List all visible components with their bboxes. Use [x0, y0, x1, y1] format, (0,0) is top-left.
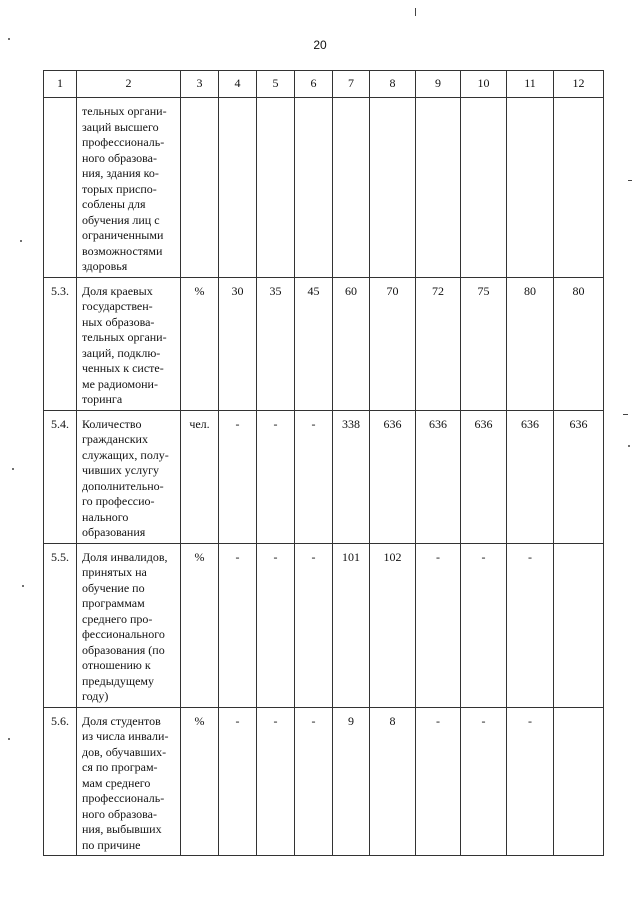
- header-cell: 7: [333, 71, 370, 98]
- value-cell: [554, 707, 604, 856]
- table-row: [44, 277, 604, 410]
- header-cell: 5: [257, 71, 295, 98]
- value-cell: [257, 98, 295, 278]
- indicator-name-line: Количество: [82, 416, 142, 431]
- row-number: [44, 98, 77, 278]
- value-cell: [333, 98, 370, 278]
- indicator-name-line: заций, подклю-: [82, 345, 161, 360]
- indicator-name-line: ния, здания ко-: [82, 166, 159, 180]
- unit-cell: %: [181, 707, 219, 856]
- value-cell: 102: [370, 543, 416, 707]
- value-cell: [219, 98, 257, 278]
- value-cell: -: [257, 410, 295, 543]
- value-cell: -: [295, 707, 333, 856]
- value-cell: 75: [461, 277, 507, 410]
- value-cell: -: [295, 543, 333, 707]
- header-cell: 2: [77, 71, 181, 98]
- indicator-name-line: обучение по: [82, 580, 145, 595]
- header-cell: 8: [370, 71, 416, 98]
- value-cell: 636: [370, 410, 416, 543]
- indicator-name-line: предыдущему: [82, 673, 155, 688]
- scan-speck: [623, 414, 628, 415]
- indicator-name-line: тельных органи-: [82, 330, 167, 344]
- row-number: 5.4.: [44, 410, 77, 543]
- value-cell: 636: [507, 410, 554, 543]
- indicator-name-line: принятых на: [82, 565, 147, 579]
- indicators-table: [43, 70, 604, 856]
- indicator-name-line: образования: [82, 525, 146, 539]
- indicator-name-line: образования (по: [82, 642, 165, 657]
- indicator-name-line: государствен-: [82, 299, 153, 313]
- indicator-name-line: Доля краевых: [82, 283, 153, 298]
- header-cell: 11: [507, 71, 554, 98]
- indicator-name-line: служащих, полу-: [82, 447, 169, 462]
- header-cell: 10: [461, 71, 507, 98]
- header-row: [44, 71, 604, 98]
- indicator-name: [77, 98, 181, 278]
- value-cell: [295, 98, 333, 278]
- value-cell: -: [219, 410, 257, 543]
- indicator-name-line: ограниченными: [82, 228, 164, 242]
- scan-speck: [20, 240, 22, 242]
- table-row: [44, 543, 604, 707]
- value-cell: 30: [219, 277, 257, 410]
- indicator-name: [77, 543, 181, 707]
- value-cell: 72: [416, 277, 461, 410]
- value-cell: -: [416, 543, 461, 707]
- table-body: [44, 98, 604, 856]
- value-cell: [461, 98, 507, 278]
- value-cell: -: [507, 707, 554, 856]
- value-cell: -: [461, 543, 507, 707]
- value-cell: -: [257, 543, 295, 707]
- scan-speck: [12, 468, 14, 470]
- scan-speck: [415, 8, 416, 16]
- value-cell: 60: [333, 277, 370, 410]
- indicator-name-line: Доля инвалидов,: [82, 549, 168, 564]
- row-number: 5.3.: [44, 277, 77, 410]
- header-cell: 1: [44, 71, 77, 98]
- table-row: [44, 98, 604, 278]
- unit-cell: %: [181, 543, 219, 707]
- indicator-name-line: по причине: [82, 837, 141, 852]
- value-cell: [416, 98, 461, 278]
- unit-cell: чел.: [181, 410, 219, 543]
- indicator-name-line: гражданских: [82, 432, 148, 446]
- value-cell: -: [295, 410, 333, 543]
- value-cell: 45: [295, 277, 333, 410]
- indicator-name-line: ме радиомони-: [82, 376, 158, 391]
- unit-cell: [181, 98, 219, 278]
- indicator-name-line: среднего про-: [82, 611, 153, 626]
- indicator-name-line: ченных к систе-: [82, 361, 164, 375]
- indicator-name-line: профессиональ-: [82, 135, 165, 149]
- indicator-name: [77, 707, 181, 856]
- value-cell: 35: [257, 277, 295, 410]
- scan-speck: [8, 38, 10, 40]
- value-cell: 101: [333, 543, 370, 707]
- indicator-name-line: мам среднего: [82, 775, 151, 790]
- value-cell: -: [219, 543, 257, 707]
- page-number: 20: [313, 38, 327, 52]
- indicator-name-line: ного образова-: [82, 150, 157, 165]
- indicator-name-line: торых приспо-: [82, 181, 157, 196]
- header-cell: 9: [416, 71, 461, 98]
- value-cell: 80: [554, 277, 604, 410]
- value-cell: 9: [333, 707, 370, 856]
- value-cell: 636: [554, 410, 604, 543]
- indicator-name-line: году): [82, 689, 109, 703]
- indicator-name-line: ного образова-: [82, 806, 157, 821]
- value-cell: -: [461, 707, 507, 856]
- header-cell: 12: [554, 71, 604, 98]
- scan-speck: [22, 585, 24, 587]
- indicator-name-line: программам: [82, 596, 145, 610]
- unit-cell: %: [181, 277, 219, 410]
- indicator-name-line: обучения лиц с: [82, 212, 160, 227]
- indicator-name-line: заций высшего: [82, 119, 159, 134]
- value-cell: -: [507, 543, 554, 707]
- indicator-name-line: нального: [82, 509, 129, 524]
- value-cell: -: [257, 707, 295, 856]
- row-number: 5.6.: [44, 707, 77, 856]
- indicator-name-line: чивших услугу: [82, 463, 160, 477]
- header-cell: 3: [181, 71, 219, 98]
- value-cell: 636: [461, 410, 507, 543]
- value-cell: [370, 98, 416, 278]
- indicator-name-line: соблены для: [82, 197, 146, 211]
- indicator-name-line: дополнительно-: [82, 478, 164, 493]
- value-cell: -: [219, 707, 257, 856]
- row-number: 5.5.: [44, 543, 77, 707]
- indicator-name-line: возможностями: [82, 243, 163, 258]
- scan-speck: [628, 180, 632, 181]
- indicator-name-line: го профессио-: [82, 494, 155, 508]
- indicator-name-line: отношению к: [82, 658, 151, 672]
- value-cell: 70: [370, 277, 416, 410]
- indicator-name-line: профессиональ-: [82, 791, 165, 805]
- indicator-name-line: ния, выбывших: [82, 822, 162, 836]
- value-cell: 80: [507, 277, 554, 410]
- value-cell: -: [416, 707, 461, 856]
- header-cell: 4: [219, 71, 257, 98]
- indicator-name-line: ных образова-: [82, 314, 155, 329]
- header-cell: 6: [295, 71, 333, 98]
- indicator-name: [77, 410, 181, 543]
- table-row: [44, 410, 604, 543]
- scan-speck: [628, 445, 630, 447]
- indicator-name-line: дов, обучавших-: [82, 744, 167, 759]
- indicator-name-line: здоровья: [82, 259, 128, 273]
- value-cell: 8: [370, 707, 416, 856]
- indicator-name: [77, 277, 181, 410]
- value-cell: [554, 98, 604, 278]
- scan-speck: [8, 738, 10, 740]
- value-cell: [554, 543, 604, 707]
- indicator-name-line: Доля студентов: [82, 713, 161, 728]
- indicator-name-line: фессионального: [82, 627, 165, 641]
- value-cell: [507, 98, 554, 278]
- indicator-name-line: из числа инвали-: [82, 729, 169, 743]
- indicator-name-line: тельных органи-: [82, 104, 167, 118]
- value-cell: 636: [416, 410, 461, 543]
- indicator-name-line: торинга: [82, 392, 123, 406]
- indicator-name-line: ся по програм-: [82, 760, 158, 774]
- value-cell: 338: [333, 410, 370, 543]
- table-row: [44, 707, 604, 856]
